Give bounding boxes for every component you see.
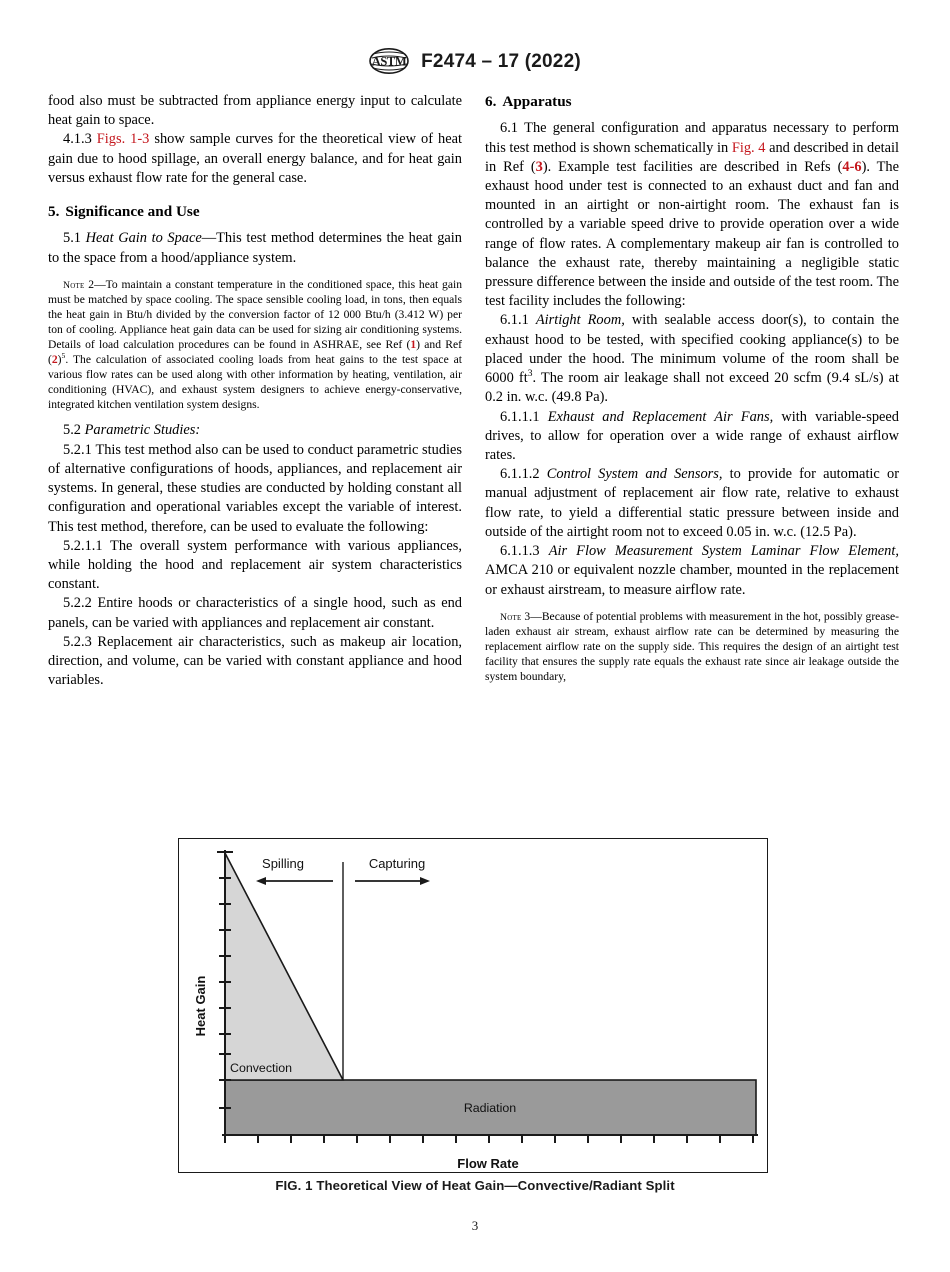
astm-logo-icon (369, 48, 409, 79)
heat-gain-chart (178, 838, 768, 1173)
paragraph-6-1-1-2 (485, 465, 899, 542)
paragraph-text-a: The general configuration and apparatus necessary to perform this test method is shown schematically in (485, 120, 899, 156)
left-text-column (48, 92, 462, 691)
document-number: F2474 – 17 (2022) (421, 51, 581, 72)
paragraph-text-b: . The room air leakage shall not exceed 20 scfm (9.4 sL/s) at 0.2 in. w.c. (49.8 Pa). (485, 370, 899, 406)
paragraph-text: Replacement air characteristics, such as makeup air location, direction, and volume, can be varied with constant appliance and hood variables. (48, 633, 462, 689)
right-text-column (485, 92, 899, 693)
paragraph-term: Parametric Studies: (84, 422, 201, 439)
paragraph-number: 4.1.3 (63, 131, 92, 148)
paragraph-number: 5.2.1.1 (63, 537, 103, 554)
paragraph-text-b: and described in detail in Ref ( (485, 139, 900, 175)
note-label: Note (500, 611, 522, 623)
note-text-b: and Ref (420, 338, 462, 352)
paragraph-text: This test method also can be used to conduct parametric studies of alternative configurations of hoods, appliances, and replacement air systems. In general, these studies are conducted by holding constant all configuration and operational variables except the variable of interest. This test method, therefore, can be used to evaluate the following: (48, 441, 462, 535)
paragraph-5-2-3 (48, 633, 462, 691)
paragraph-6-1-1-3 (485, 542, 899, 600)
figs-1-3-link[interactable]: Figs. 1-3 (96, 131, 150, 148)
note-2: Note 2—To maintain a constant temperature in the conditioned space, this heat gain must be matched by space cooling. The space sensible cooling load, in tons, then equals the heat gain in Btu/h divided by the conversion factor of 12 000 Btu/h (3.412 W) per ton of cooling. Appliance heat gain data can be used for sizing air conditioning systems. Details of load calculation procedures can be found in ASHRAE, see Ref (1) and Ref $(2)^5$. The calculation of associated cooling loads from heat gains to the test space at various flow rates can be used along with other information by heating, ventilation, air conditioning (HVAC), and exhaust system designers to achieve energy-conservative, integrated kitchen ventilation system designs. (48, 277, 462, 412)
note-number: 2 (88, 277, 95, 291)
paragraph-text-c: ). Example test facilities are described in Refs ( (542, 158, 843, 175)
paragraph-text: —This test method determines the heat gain to the space from a hood/appliance system. (48, 230, 462, 266)
section-number: 6. (485, 93, 497, 110)
ref-1-link[interactable]: 1 (410, 338, 417, 352)
svg-text:ASTM: ASTM (371, 54, 407, 69)
paragraph-5-2-2 (48, 594, 462, 632)
paragraph-6-1-1-1 (485, 408, 899, 466)
x-axis-title: Flow Rate (457, 1156, 519, 1171)
paragraph-term: Heat Gain to Space (85, 230, 202, 247)
paragraph-4-1-2-continued: food also must be subtracted from appliance energy input to calculate heat gain to space. (48, 93, 462, 129)
paragraph-text: with variable-speed drives, to allow for operation over a wide range of exhaust airflow rates. (485, 408, 899, 463)
paragraph-term: Air Flow Measurement System Laminar Flow Element, (548, 543, 899, 560)
paragraph-number: 5.1 (63, 230, 81, 247)
superscript-3: 3 (527, 369, 533, 380)
paragraph-text-d: ). The exhaust hood under test is connected to an exhaust duct and fan and mounted in an airtight or non-airtight room. The exhaust fan is controlled by a variable speed drive to provide operation over a wide range of flow rates. A complementary makeup air fan is controlled to balance the exhaust rate, thereby maintaining a negligible static pressure difference between the inside and outside of the test room. The test facility includes the following: (485, 158, 899, 310)
paragraph-text: to provide for automatic or manual adjustment of replacement air flow rate, relative to exhaust flow rate, to yield a differential static pressure between inside and outside of the airtight room not to exceed 0.05 in. w.c. (12.5 Pa). (485, 466, 899, 540)
paragraph-term: Airtight Room, (535, 312, 625, 329)
paragraph-number: 6.1.1.2 (500, 466, 540, 483)
ref-3-link[interactable]: 3 (535, 158, 543, 175)
spilling-label: Spilling (262, 856, 304, 871)
ref-4-6-link[interactable]: 4-6 (842, 158, 862, 175)
capturing-arrow-icon (355, 877, 430, 885)
figure-1 (178, 838, 768, 1173)
spilling-arrow-icon (256, 877, 333, 885)
radiation-label: Radiation (463, 1101, 517, 1115)
note-text-c: . The calculation of associated cooling loads from heat gains to the test space at various flow rates can be used along with other information by heating, ventilation, air conditioning (HVAC), and exhaust system designers to achieve energy-conservative, integrated kitchen ventilation system designs. (48, 353, 462, 412)
note-text: —Because of potential problems with measurement in the hot, possibly grease-laden exhaust air stream, exhaust airflow rate can be determined by measuring the replacement airflow rate on the supply side. This requires the design of an airtight test facility that ensures the supply rate equals the exhaust rate since air leakage outside the system boundary, (485, 609, 899, 684)
section-number: 5. (48, 203, 60, 221)
paragraph-5-2-1 (48, 441, 462, 537)
section-heading-6 (485, 92, 899, 112)
section-title: Significance and Use (65, 203, 200, 221)
paragraph-number: 6.1.1.3 (500, 543, 540, 560)
note-3 (485, 609, 899, 685)
paragraph-term: Control System and Sensors, (546, 466, 723, 483)
paragraph-number: 5.2.1 (63, 441, 92, 458)
paragraph-6-1-1 (485, 311, 899, 407)
paragraph-text: show sample curves for the theoretical view of heat gain due to hood spillage, an overall energy balance, and for heat gain versus exhaust flow rate for the general case. (48, 131, 462, 186)
section-heading-5 (48, 202, 462, 222)
paragraph-text: The overall system performance with various appliances, while holding the hood and replacement air system characteristics constant. (48, 537, 462, 593)
note-number: 3 (524, 609, 531, 623)
paragraph-5-2 (48, 421, 462, 440)
fig-4-link[interactable]: Fig. 4 (731, 139, 766, 156)
paragraph-5-1 (48, 229, 462, 267)
ref-2-link[interactable]: 2 (51, 353, 58, 367)
note-text-a: —To maintain a constant temperature in the conditioned space, this heat gain must be matched by space cooling. The space sensible cooling load, in tons, then equals the heat gain in Btu/h divided by the conversion factor of 12 000 Btu/h (3.412 W) per ton of cooling. Appliance heat gain data can be used for sizing air conditioning systems. Details of load calculation procedures can be found in ASHRAE, see Ref (48, 277, 462, 352)
paragraph-text: AMCA 210 or equivalent nozzle chamber, mounted in the replacement or exhaust airstream, to measure airflow rate. (485, 562, 899, 598)
figure-caption: FIG. 1 Theoretical View of Heat Gain—Convective/Radiant Split (275, 1178, 675, 1193)
document-header (0, 48, 950, 78)
paragraph-number: 6.1.1 (500, 312, 529, 329)
paragraph-5-2-1-1 (48, 537, 462, 595)
page-number: 3 (471, 1218, 479, 1233)
paragraph-number: 6.1.1.1 (500, 408, 540, 425)
section-title: Apparatus (502, 93, 572, 110)
convection-area (225, 853, 343, 1080)
capturing-label: Capturing (368, 856, 426, 871)
paragraph-text: Entire hoods or characteristics of a single hood, such as end panels, can be varied with appliances and replacement air constant. (48, 595, 462, 631)
paragraph-4-1-3 (48, 130, 462, 188)
paragraph-term: Exhaust and Replacement Air Fans, (547, 408, 774, 425)
paragraph-number: 5.2.3 (63, 633, 92, 650)
paragraph-number: 5.2.2 (63, 595, 92, 612)
footnote-marker-5: 5 (61, 351, 66, 361)
note-label: Note (63, 279, 85, 291)
convection-label: Convection (230, 1061, 292, 1075)
y-axis-title: Heat Gain (193, 975, 208, 1037)
paragraph-number: 5.2 (63, 422, 81, 439)
paragraph-number: 6.1 (500, 120, 518, 137)
paragraph-text-a: with sealable access door(s), to contain the exhaust hood to be tested, with specified cooking appliance(s) to be placed under the hood. The minimum volume of the room shall be 6000 ft (485, 312, 900, 387)
paragraph-6-1 (485, 119, 899, 311)
